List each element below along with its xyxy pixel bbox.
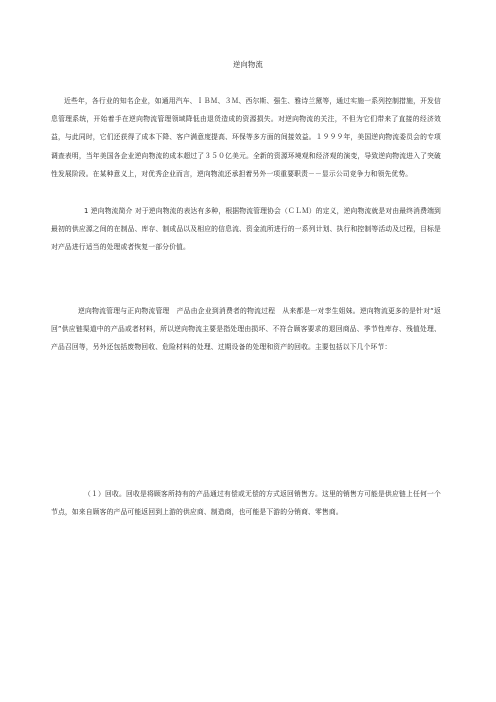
paragraph-recovery: （１）回收。回收是将顾客所持有的产品通过有偿或无偿的方式返回销售方。这里的销售方可能是供应链上任何一个节点，如来自顾客的产品可能返回到上游的供应商、制造商，也可能是下游的分销商、零售商。 [51,490,441,517]
paragraph-definition: 1 逆向物流简介 对于逆向物流的表达有多种，根据物流管理协会（ＣＬＭ）的定义，逆向物流就是对由最终消费端到最初的供应源之间的在制品、库存、制成品以及相应的信息流、资金流所进行的一系列计划、执行和控制等活动及过程，目标是对产品进行适当的处理或者恢复一部分价值。 [51,207,441,252]
paragraph-intro: 近些年，各行业的知名企业，如通用汽车、ＩＢＭ、３Ｍ、西尔斯、强生、雅诗兰黛等，通过实施一系列控制措施，开发信息管理系统，开始着手在逆向物流管理领域降低由退货造成的资源损失。对逆向物流的关注，不但为它们带来了直接的经济效益，与此同时，它们还获得了成本下降、客户满意度提高、环保等多方面的间接效益。１９９９年，美国逆向物流委员会的专项调查表明，当年美国各企业逆向物流的成本超过了３５０亿美元。全新的资源环境观和经济观的演变，导致逆向物流进入了突破性发展阶段。在某种意义上，对优秀企业而言，逆向物流还承担着另外一项重要职责－－显示公司竞争力和领先优势。 [51,97,441,178]
document-title: 逆向物流 [233,60,263,69]
paragraph-forward-vs-reverse: 逆向物流管理与正向物流管理 产品由企业到消费者的物流过程 从来都是一对孪生姐妹。逆向物流更多的是针对“返回”供应链渠道中的产品或者材料，所以逆向物流主要是指处理由损坏、不符合顾客要求的退回商品、季节性库存、残值处理、产品召回等，另外还包括废物回收、危险材料的处理、过期设备的处理和资产的回收。主要包括以下几个环节： [51,307,441,352]
